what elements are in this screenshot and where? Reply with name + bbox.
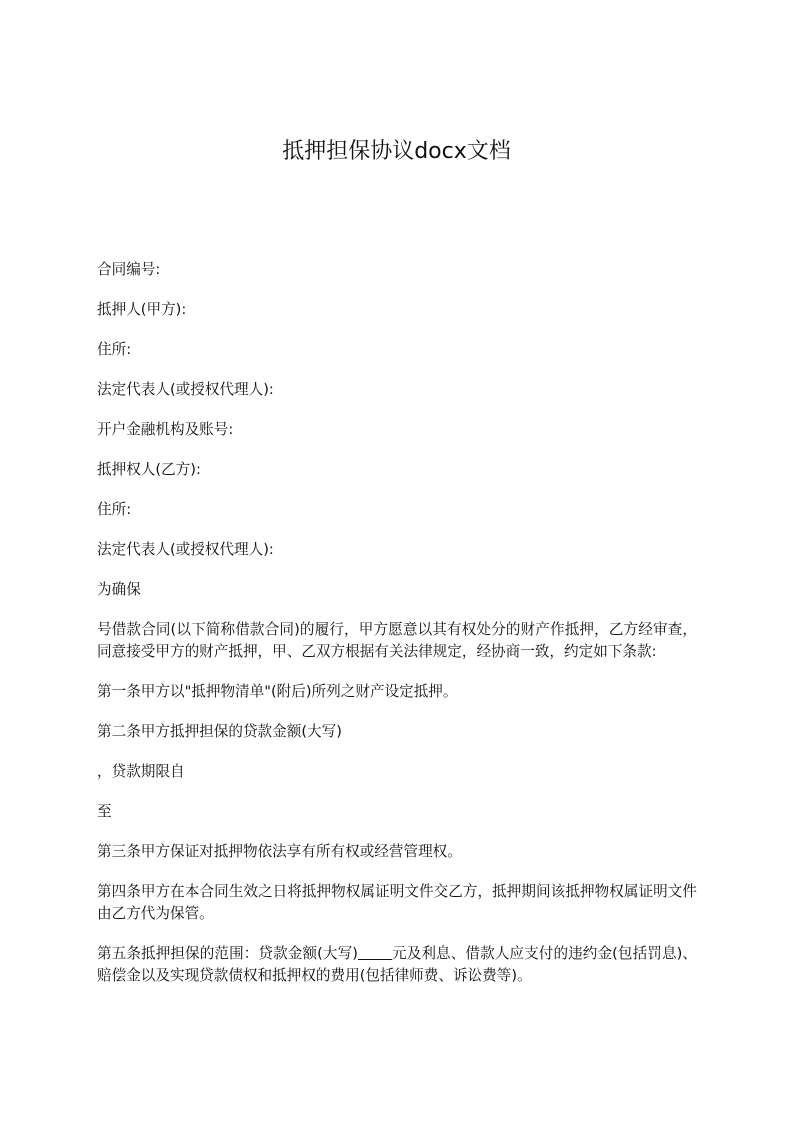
purpose-line: 为确保 — [97, 581, 141, 598]
mortgagee-address-line: 住所: — [97, 501, 132, 518]
mortgagor-line: 抵押人(甲方): — [97, 301, 187, 318]
document-title: 抵押担保协议docx文档 — [282, 139, 511, 164]
amount-blank-underline — [358, 945, 392, 960]
clause-2: 第二条甲方抵押担保的贷款金额(大写) — [97, 723, 342, 740]
clause-1: 第一条甲方以"抵押物清单"(附后)所列之财产设定抵押。 — [97, 683, 458, 700]
preamble-paragraph: 号借款合同(以下简称借款合同)的履行，甲方愿意以其有权处分的财产作抵押，乙方经审查，同意接受甲方的财产抵押，甲、乙双方根据有关法律规定，经协商一致，约定如下条款: — [97, 621, 697, 660]
clause-5-end: 元及利息、借款人应支付的违约金(包括罚息)、赔偿金以及实现贷款债权和抵押权的费用(包括律师费、诉讼费等)。 — [97, 945, 698, 984]
clause-4: 第四条甲方在本合同生效之日将抵押物权属证明文件交乙方，抵押期间该抵押物权属证明文件由乙方代为保管。 — [97, 883, 697, 922]
mortgagor-address-line: 住所: — [97, 341, 132, 358]
bank-account-line: 开户金融机构及账号: — [97, 421, 234, 438]
document-body — [97, 259, 697, 1005]
clause-5 — [97, 943, 697, 987]
loan-term-line: ，贷款期限自 — [97, 763, 185, 780]
loan-term-end-line: 至 — [97, 803, 112, 820]
clause-5-start: 第五条抵押担保的范围：贷款金额(大写) — [97, 945, 358, 962]
clause-3: 第三条甲方保证对抵押物依法享有所有权或经营管理权。 — [97, 843, 462, 860]
mortgagee-line: 抵押权人(乙方): — [97, 461, 201, 478]
mortgagee-representative-line: 法定代表人(或授权代理人): — [97, 541, 274, 558]
contract-number-line: 合同编号: — [97, 261, 161, 278]
mortgagor-representative-line: 法定代表人(或授权代理人): — [97, 381, 274, 398]
